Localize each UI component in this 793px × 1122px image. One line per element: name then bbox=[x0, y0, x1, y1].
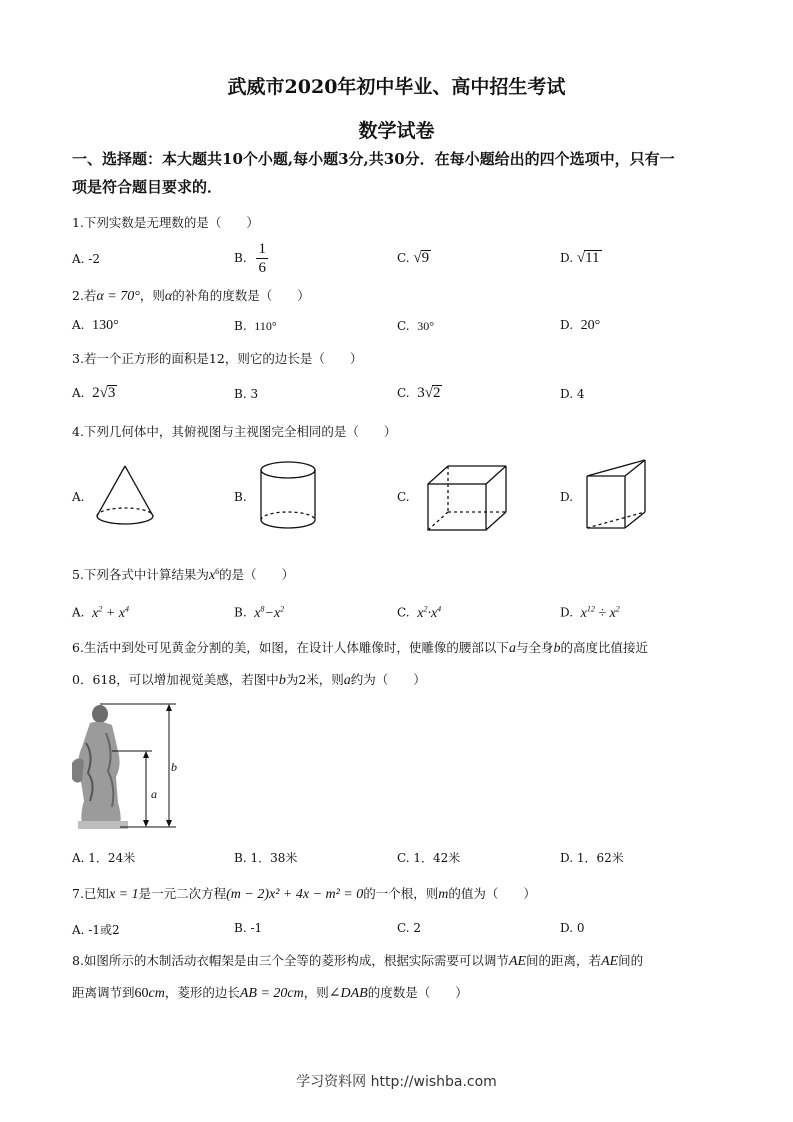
statue-figure bbox=[72, 703, 192, 831]
q6-option-b: B. 1．38米 bbox=[234, 851, 298, 865]
q1-option-a: A. -2 bbox=[72, 252, 100, 266]
q4-option-d-label: D. bbox=[560, 490, 574, 504]
q7-option-a: A. -1或2 bbox=[72, 923, 120, 937]
q6-option-d: D. 1．62米 bbox=[560, 851, 624, 865]
question-4-stem: 4.下列几何体中，其俯视图与主视图完全相同的是（ ） bbox=[72, 424, 397, 439]
exam-subtitle: 数学试卷 bbox=[358, 120, 435, 142]
section-1-heading: 一、选择题：本大题共10个小题,每小题3分,共30分．在每小题给出的四个选项中，只有一 项是符合题目要求的． bbox=[72, 150, 675, 196]
question-5-stem: 5.下列各式中计算结果为$x^6$的是（ ） bbox=[72, 567, 295, 584]
q4-option-b-label: B. bbox=[234, 490, 247, 504]
footer-watermark: 学习资料网 http://wishba.com bbox=[296, 1074, 497, 1090]
q7-option-c: C. 2 bbox=[397, 921, 422, 935]
question-6-stem-line2: 0．618，可以增加视觉美感，若图中b为2米，则a约为（ ） bbox=[72, 672, 426, 688]
q2-option-d: D. 20° bbox=[560, 318, 601, 333]
q5-option-a: A. $x^2 + x^4$ bbox=[72, 604, 130, 621]
q5-option-c: C. $x^2\cdot x^4$ bbox=[397, 604, 442, 621]
question-3-stem: 3.若一个正方形的面积是12，则它的边长是（ ） bbox=[72, 351, 363, 366]
question-2-stem: 2.若α = 70°，则α的补角的度数是（ ） bbox=[72, 288, 310, 304]
q4-option-a-label: A. bbox=[72, 490, 85, 504]
cylinder-figure bbox=[255, 458, 325, 534]
figure-label-a: a bbox=[151, 787, 157, 801]
q2-option-c: C. 30° bbox=[397, 319, 435, 333]
q7-option-d: D. 0 bbox=[560, 921, 585, 935]
q1-option-b: B. $\frac{1}{6}$ bbox=[234, 241, 266, 276]
q6-option-c: C. 1．42米 bbox=[397, 851, 461, 865]
q5-option-b: B. $x^8-x^2$ bbox=[234, 604, 285, 621]
question-1-stem: 1.下列实数是无理数的是（ ） bbox=[72, 215, 259, 230]
q7-option-b: B. -1 bbox=[234, 921, 263, 935]
triangular-prism-figure bbox=[583, 456, 653, 538]
q2-option-a: A. 130° bbox=[72, 318, 119, 333]
q5-option-d: D. $x^{12} \div x^2$ bbox=[560, 604, 620, 621]
q2-option-b: B. 110° bbox=[234, 319, 277, 333]
q4-option-c-label: C. bbox=[397, 490, 410, 504]
q6-option-a: A. 1．24米 bbox=[72, 851, 136, 865]
cube-figure bbox=[422, 462, 512, 534]
q1-option-c: C. √9 bbox=[397, 250, 430, 266]
q3-option-b: B. 3 bbox=[234, 387, 259, 401]
question-8-stem-line2: 距离调节到60cm，菱形的边长AB = 20cm，则∠DAB的度数是（ ） bbox=[72, 985, 468, 1001]
question-8-stem-line1: 8.如图所示的木制活动衣帽架是由三个全等的菱形构成，根据实际需要可以调节AE间的距离，若AE间的 bbox=[72, 953, 644, 969]
exam-title: 武威市2020年初中毕业、高中招生考试 bbox=[227, 76, 566, 98]
q1-option-d: D. √11 bbox=[560, 250, 600, 266]
figure-label-b: b bbox=[171, 760, 177, 774]
q3-option-c: C. 3√2 bbox=[397, 385, 441, 401]
cone-figure bbox=[92, 460, 162, 532]
q3-option-d: D. 4 bbox=[560, 387, 585, 401]
question-7-stem: 7.已知x = 1是一元二次方程(m − 2)x² + 4x − m² = 0的一个根，则m的值为（ ） bbox=[72, 886, 536, 902]
question-6-stem-line1: 6.生活中到处可见黄金分割的美，如图，在设计人体雕像时，使雕像的腰部以下a与全身b的高度比值接近 bbox=[72, 640, 648, 656]
q3-option-a: A. 2√3 bbox=[72, 385, 116, 401]
